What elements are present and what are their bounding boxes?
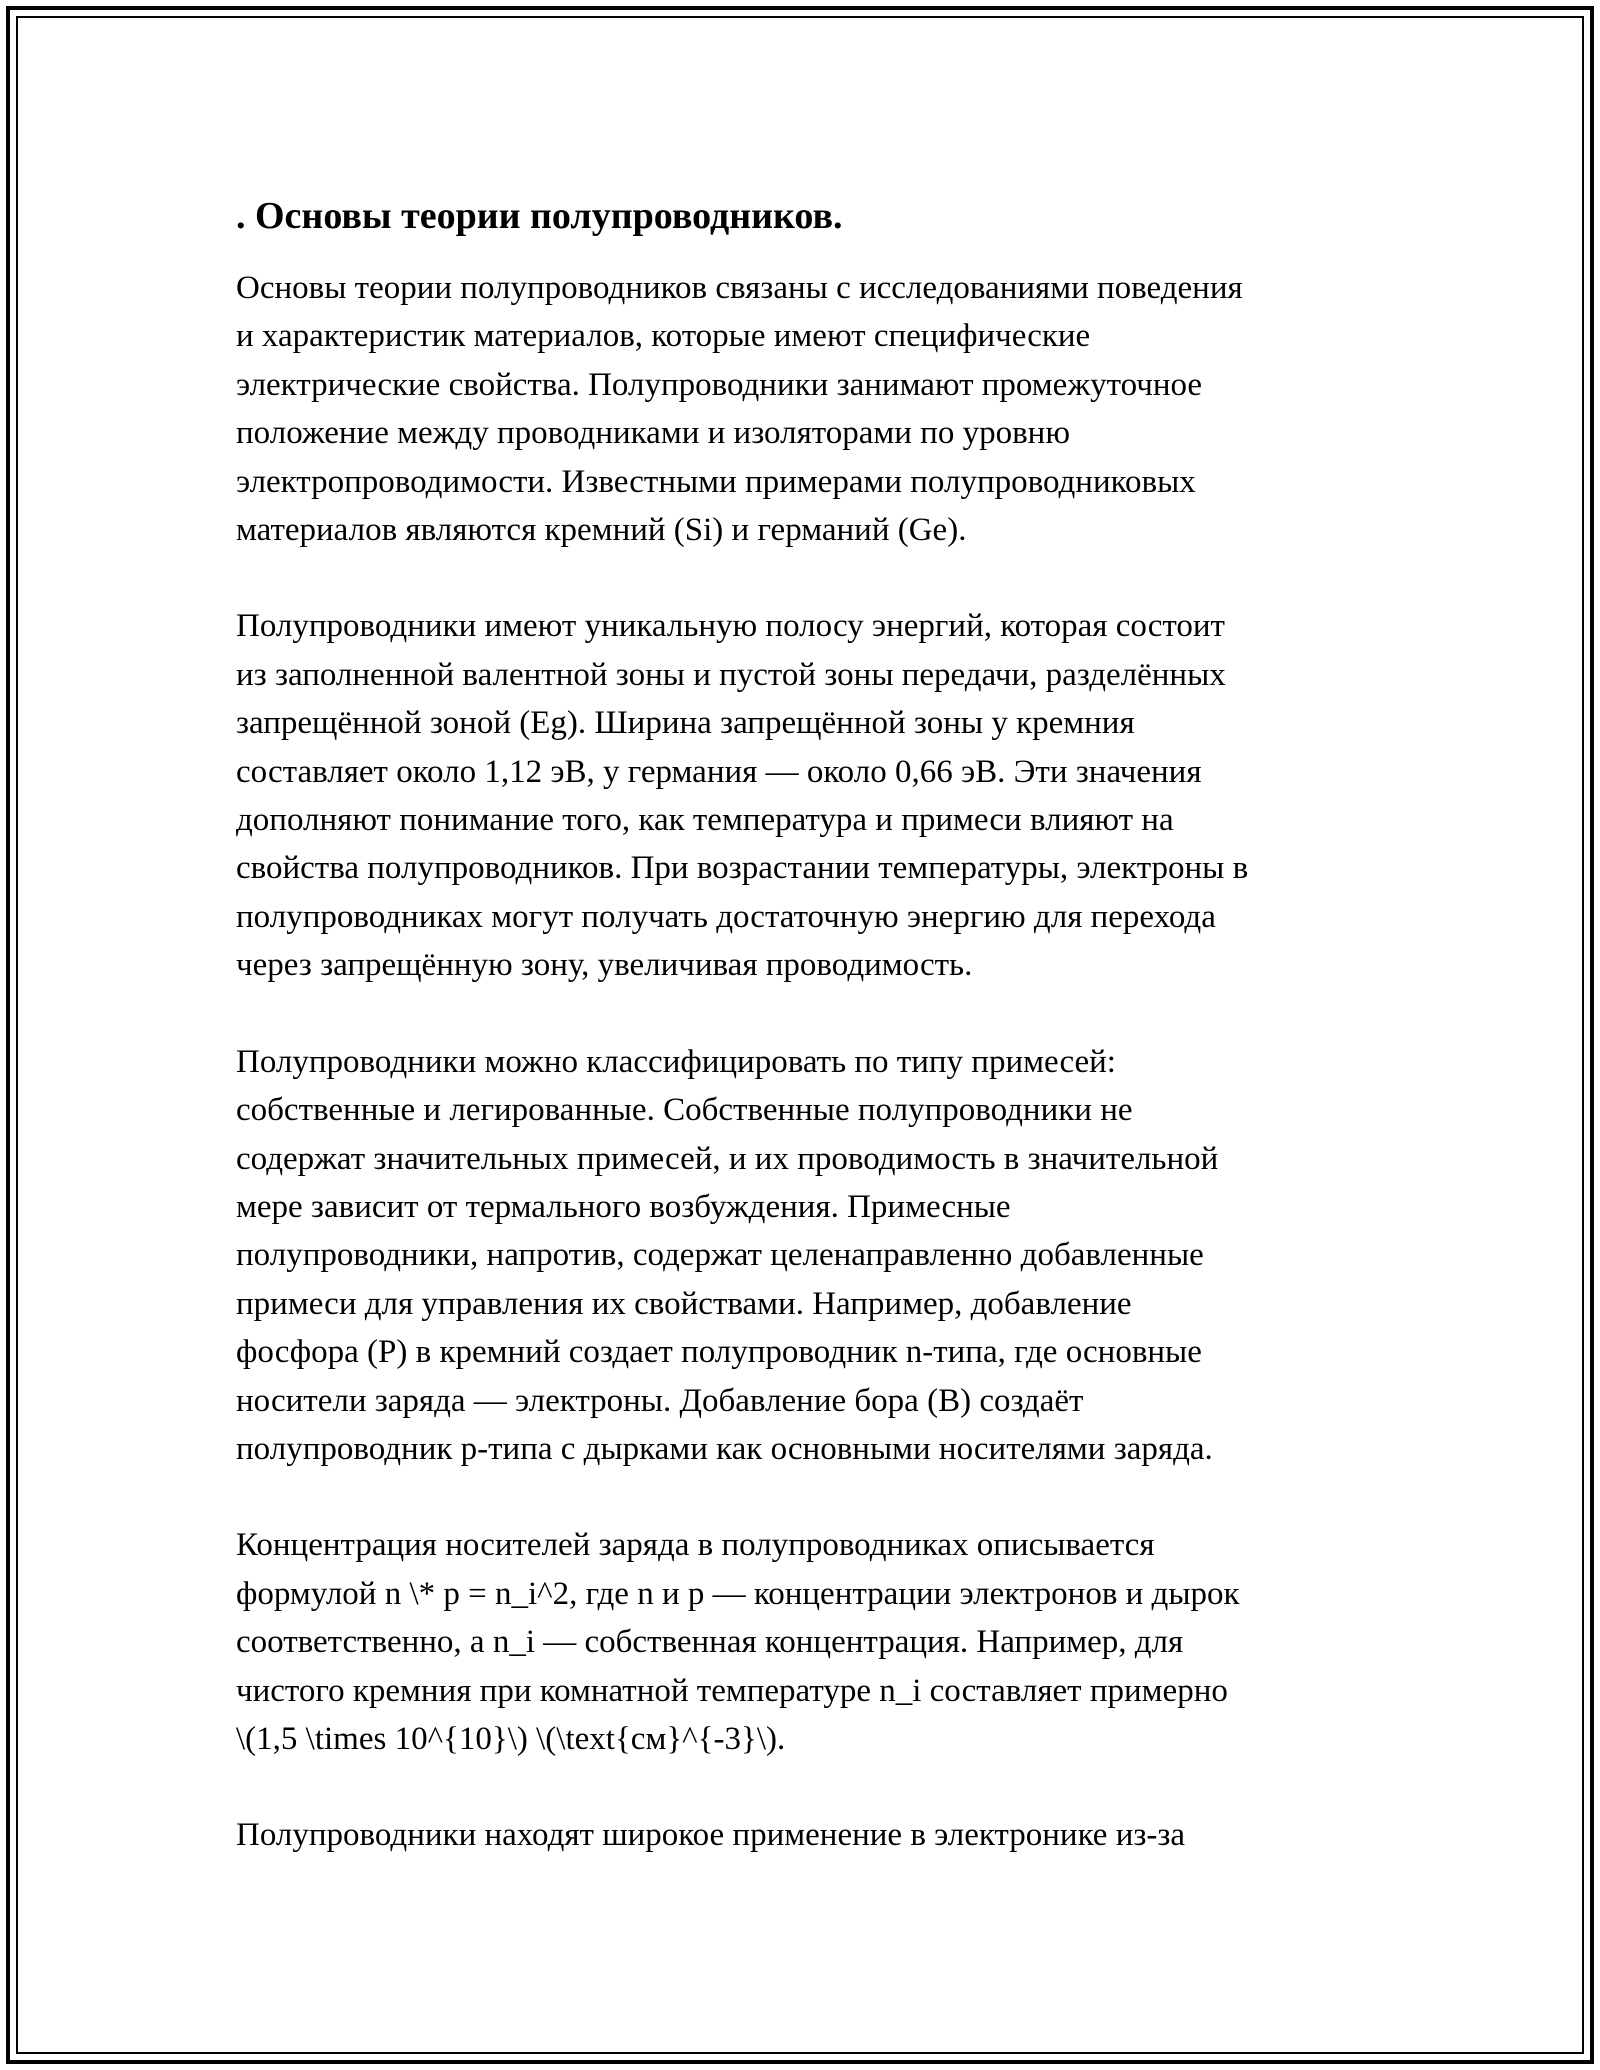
text-line: полупроводниках могут получать достаточную энергию для перехода — [236, 898, 1216, 935]
text-line: формулой n \* p = n_i^2, где n и p — концентрации электронов и дырок — [236, 1575, 1240, 1612]
text-line: электрические свойства. Полупроводники занимают промежуточное — [236, 366, 1203, 403]
paragraph-band-gap — [236, 602, 1386, 989]
paragraph-carrier-concentration — [236, 1521, 1386, 1763]
text-line: и характеристик материалов, которые имеют специфические — [236, 318, 1091, 355]
text-line: дополняют понимание того, как температура и примеси влияют на — [236, 802, 1174, 839]
text-line: Полупроводники имеют уникальную полосу энергий, которая состоит — [236, 608, 1225, 645]
text-line: Основы теории полупроводников связаны с исследованиями поведения — [236, 270, 1243, 306]
text-line: фосфора (P) в кремний создает полупроводник n-типа, где основные — [236, 1334, 1202, 1371]
paragraph-applications — [236, 1811, 1386, 1859]
text-line: содержат значительных примесей, и их проводимость в значительной — [236, 1140, 1219, 1177]
text-line: носители заряда — электроны. Добавление бора (B) создаёт — [236, 1382, 1084, 1419]
text-line: соответственно, а n_i — собственная концентрация. Например, для — [236, 1624, 1184, 1661]
text-line: составляет около 1,12 эВ, у германия — около 0,66 эВ. Эти значения — [236, 753, 1202, 790]
text-line: мере зависит от термального возбуждения. Примесные — [236, 1188, 1011, 1225]
text-line: запрещённой зоной (Eg). Ширина запрещённой зоны у кремния — [236, 705, 1135, 742]
text-line: полупроводники, напротив, содержат целенаправленно добавленные — [236, 1237, 1204, 1274]
text-line: примеси для управления их свойствами. Например, добавление — [236, 1285, 1132, 1322]
text-line: Полупроводники находят широкое применение в электронике из-за — [236, 1817, 1186, 1854]
text-line: положение между проводниками и изоляторами по уровню — [236, 415, 1070, 452]
text-line: полупроводник p-типа с дырками как основными носителями заряда. — [236, 1430, 1213, 1467]
text-line: из заполненной валентной зоны и пустой зоны передачи, разделённых — [236, 656, 1226, 693]
text-line: свойства полупроводников. При возрастании температуры, электроны в — [236, 850, 1249, 887]
text-line: чистого кремния при комнатной температуре n_i составляет примерно — [236, 1672, 1228, 1709]
text-line: Концентрация носителей заряда в полупроводниках описывается — [236, 1527, 1155, 1564]
text-line: материалов являются кремний (Si) и германий (Ge). — [236, 512, 967, 549]
document-title: . Основы теории полупроводников. — [236, 195, 843, 237]
text-line: собственные и легированные. Собственные полупроводники не — [236, 1092, 1133, 1129]
document-body — [236, 190, 1386, 1908]
paragraph-intro — [236, 264, 1386, 554]
text-line: через запрещённую зону, увеличивая проводимость. — [236, 947, 973, 984]
paragraph-doping — [236, 1038, 1386, 1474]
text-line: \(1,5 \times 10^{10}\) \(\text{см}^{-3}\). — [236, 1720, 786, 1757]
text-line: электропроводимости. Известными примерами полупроводниковых — [236, 463, 1196, 500]
text-line: Полупроводники можно классифицировать по типу примесей: — [236, 1043, 1116, 1080]
